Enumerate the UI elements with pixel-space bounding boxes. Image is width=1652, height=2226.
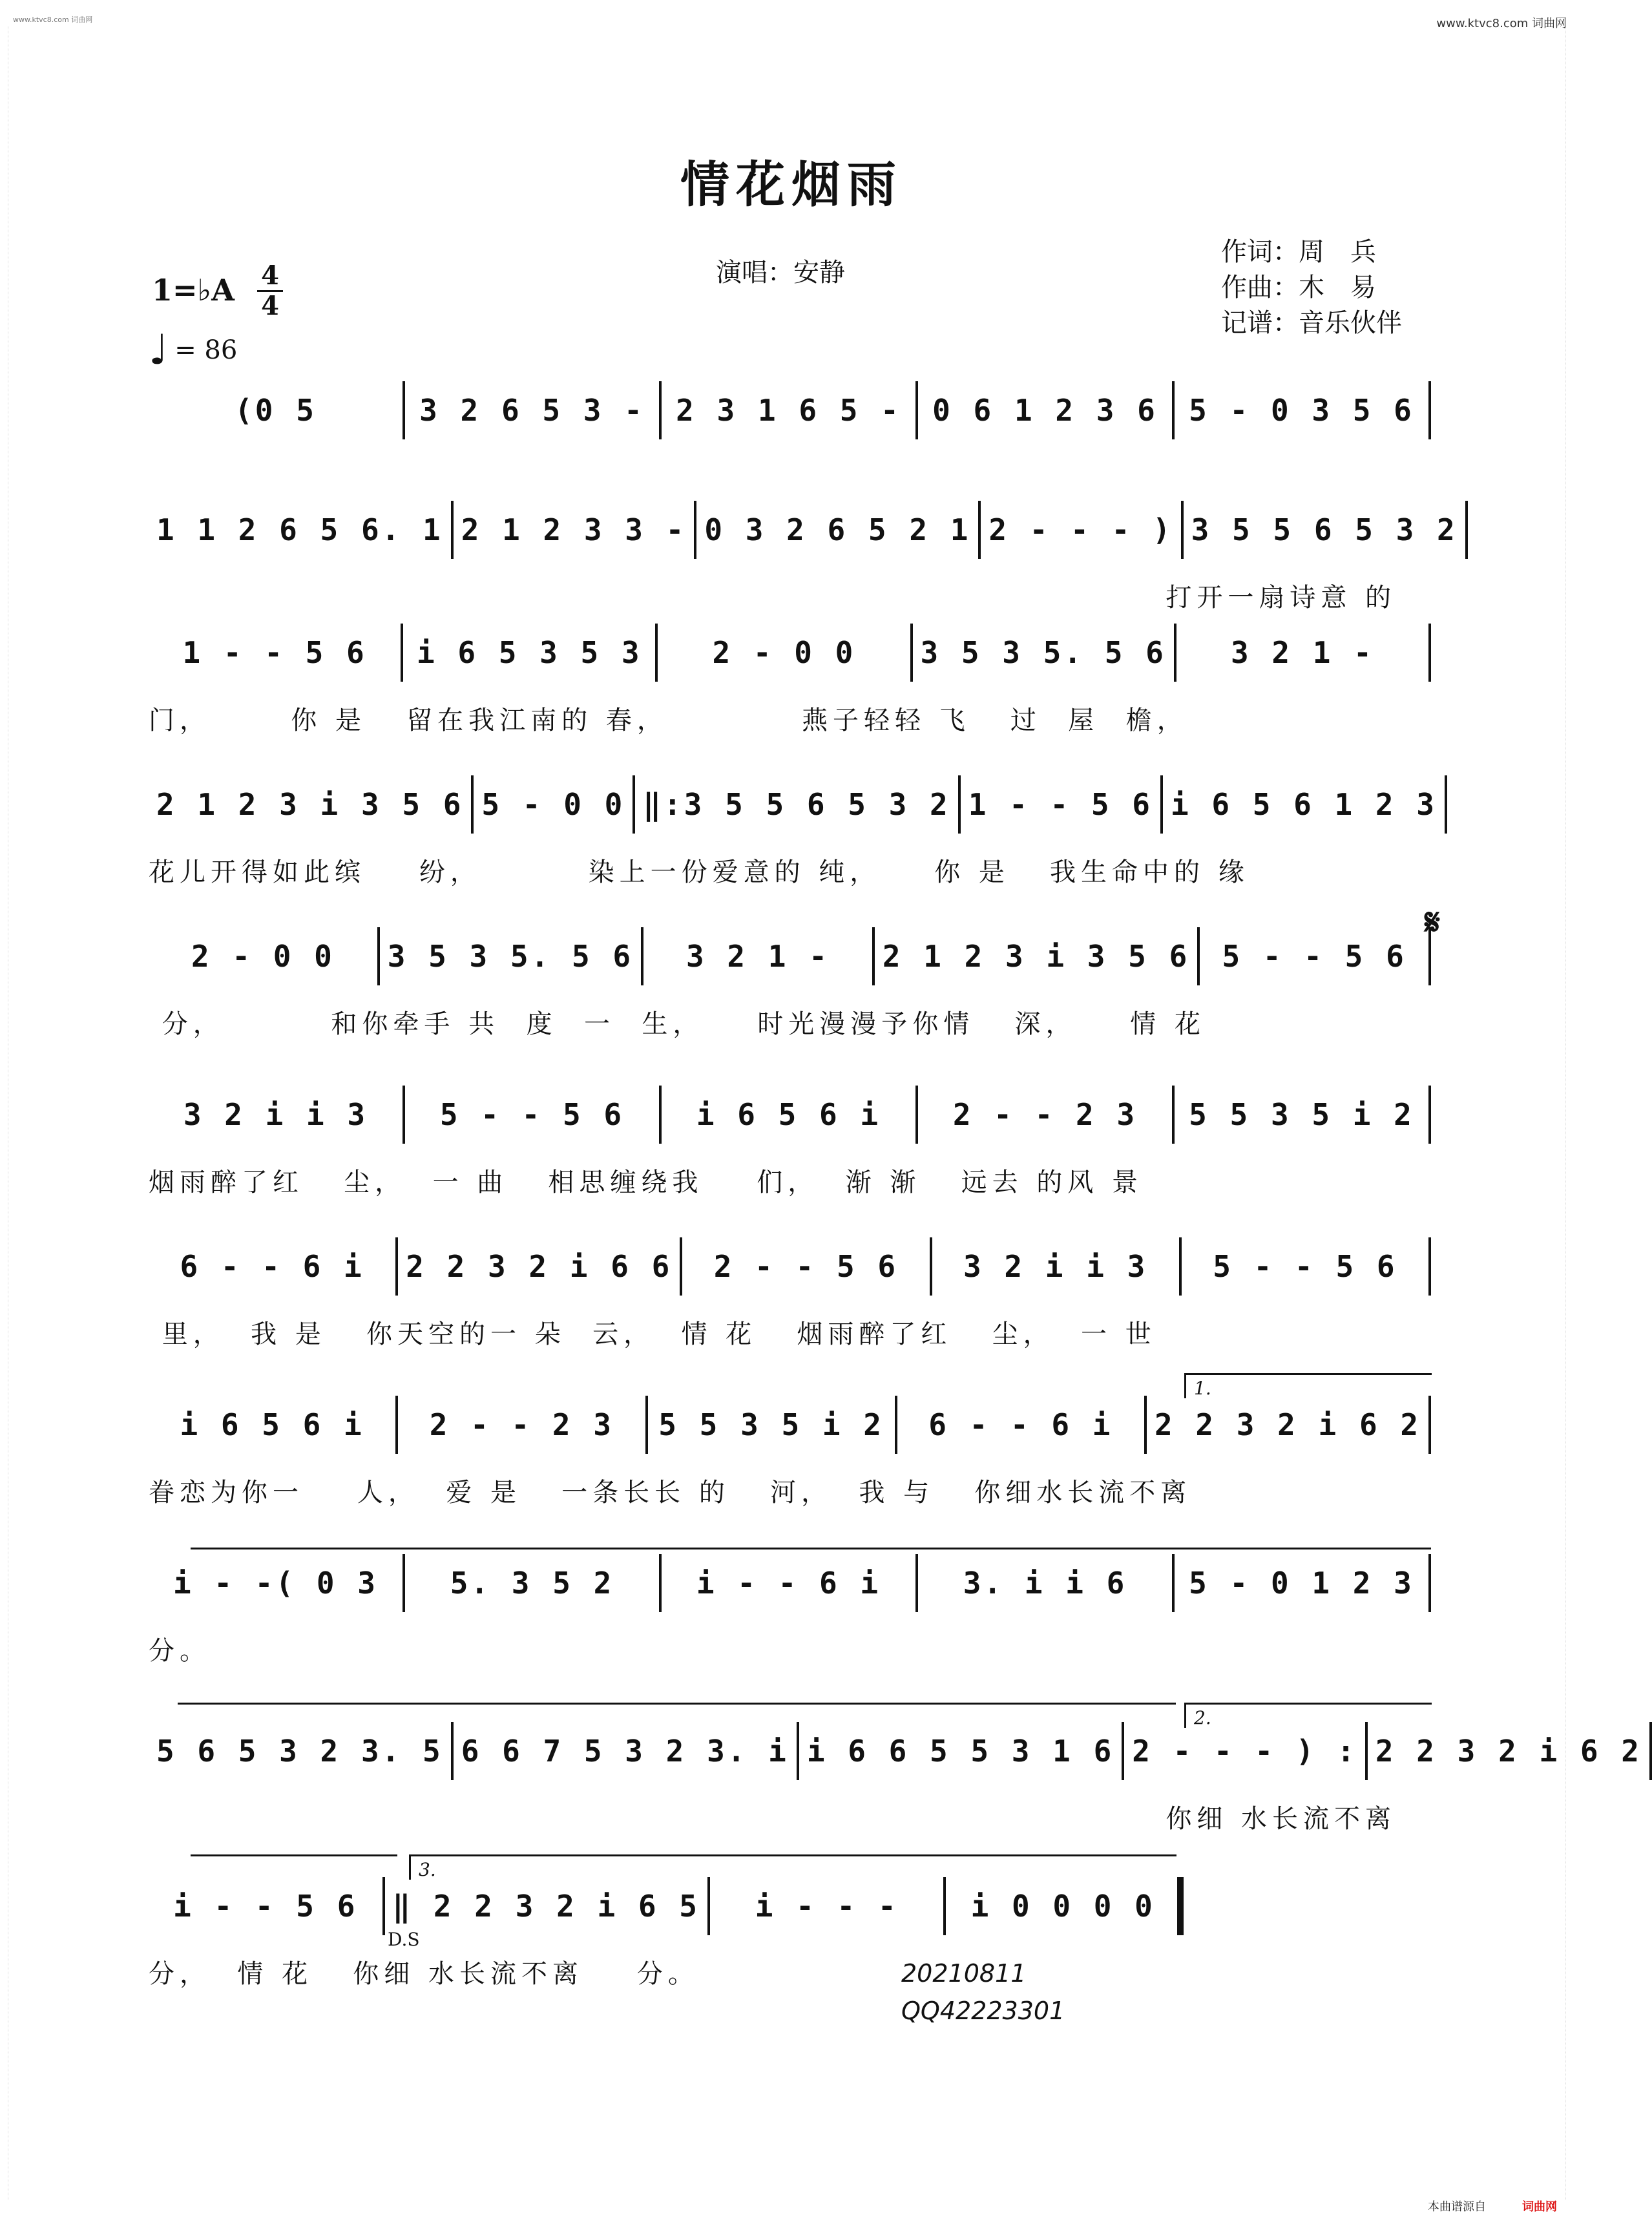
transcriber-qq: QQ42223301 <box>901 1997 1065 2025</box>
measure: 6 6 7 5 3 2 3. i <box>451 1722 797 1780</box>
measure: 5 6 5 3 2 3. 5 <box>156 1734 443 1769</box>
footer-source-label: 本曲谱源自 <box>1428 2200 1486 2214</box>
segno-icon: 𝄋 <box>1425 901 1441 943</box>
site-label-left: www.ktvc8.com 词曲网 <box>13 16 93 24</box>
measure-row <box>149 1877 1182 1948</box>
measure-row <box>149 624 1431 695</box>
quarter-note-icon: ♩ <box>149 326 169 374</box>
measure: 2 - - - ) : <box>1122 1722 1365 1780</box>
tempo-value: = 86 <box>174 335 238 365</box>
measure-row <box>149 1554 1431 1625</box>
measure-row <box>149 1086 1431 1157</box>
measure: 3 2 i i 3 <box>183 1097 368 1132</box>
measure: 2 3 1 6 5 - <box>659 381 915 439</box>
measure: 2 - 0 0 <box>655 624 910 682</box>
lyric-line: 花儿开得如此缤 纷， 染上一份爱意的 纯， 你 是 我生命中的 缘 <box>149 857 1249 887</box>
ds-mark: D.S <box>388 1929 420 1950</box>
score-system <box>149 1877 1182 2006</box>
score-system <box>149 1086 1431 1215</box>
measure: 3 2 1 - <box>1174 624 1431 682</box>
measure: 1 - - 5 6 <box>958 775 1160 834</box>
measure: 2 1 2 3 i 3 5 6 <box>872 927 1197 985</box>
measure: 2 2 3 2 i 6 6 <box>395 1237 680 1296</box>
measure: i 6 6 5 5 3 1 6 <box>797 1722 1122 1780</box>
measure: i 0 0 0 0 <box>943 1877 1182 1935</box>
repeat-span-line-2 <box>178 1703 1176 1705</box>
lyric-line: 门， 你 是 留在我江南的 春， 燕子轻轻 飞 过 屋 檐， <box>149 706 1188 735</box>
measure: 2 - - 5 6 <box>680 1237 929 1296</box>
score-system <box>149 927 1431 1056</box>
measure-row <box>149 775 1437 846</box>
measure: i - -( 0 3 <box>173 1566 378 1601</box>
lyric-line: 分。 <box>149 1636 211 1666</box>
measure: 2 - - 2 3 <box>915 1086 1172 1144</box>
measure: 2 1 2 3 3 - <box>451 501 695 559</box>
measure: 2 2 3 2 i 6 2 <box>1144 1396 1431 1454</box>
measure: 5 - 0 1 2 3 <box>1172 1554 1431 1612</box>
measure: i 6 5 3 5 3 <box>401 624 655 682</box>
lyricist-credit: 作词：周 兵 <box>1221 237 1376 267</box>
side-watermark-right <box>1565 26 1575 2200</box>
score-system <box>149 1396 1431 1525</box>
measure: 6 - - 6 i <box>180 1249 364 1284</box>
measure: ‖ 2 2 3 2 i 6 5 <box>382 1877 707 1935</box>
song-title: 情花烟雨 <box>680 156 903 213</box>
score-system <box>149 1554 1431 1683</box>
tempo-marking <box>149 326 238 374</box>
meter-bottom: 4 <box>261 291 279 321</box>
measure: 1 - - 5 6 <box>182 635 367 670</box>
footer-site-link[interactable]: 词曲网 <box>1522 2200 1557 2214</box>
measure: i - - - <box>707 1877 944 1935</box>
lyric-line: 眷恋为你一 人， 爱 是 一条长长 的 河， 我 与 你细水长流不离 <box>149 1478 1192 1507</box>
measure-row <box>149 927 1431 998</box>
measure: 0 3 2 6 5 2 1 <box>694 501 978 559</box>
measure: i - - 6 i <box>659 1554 915 1612</box>
repeat-span-line-3 <box>191 1854 397 1856</box>
volta-2-bracket: 2. <box>1184 1703 1432 1728</box>
measure: 2 - - - ) <box>978 501 1180 559</box>
measure: 5 5 3 5 i 2 <box>645 1396 895 1454</box>
measure: i 6 5 6 1 2 3 <box>1160 775 1447 834</box>
lyric-line: 烟雨醉了红 尘， 一 曲 相思缠绕我 们， 渐 渐 远去 的风 景 <box>149 1168 1144 1197</box>
measure-row <box>149 501 1458 572</box>
measure: 3 2 i i 3 <box>930 1237 1179 1296</box>
composer-credit: 作曲：木 易 <box>1221 273 1376 302</box>
repeat-span-line <box>191 1548 1431 1549</box>
measure: 3 2 6 5 3 - <box>403 381 659 439</box>
side-watermark-left <box>8 26 17 2200</box>
measure: 5 5 3 5 i 2 <box>1172 1086 1431 1144</box>
score-system <box>149 1722 1642 1851</box>
measure: 1 1 2 6 5 6. 1 <box>156 512 443 547</box>
measure-row <box>149 1722 1642 1793</box>
measure: 2 1 2 3 i 3 5 6 <box>156 787 464 822</box>
singer-credit: 演唱：安静 <box>716 258 845 288</box>
measure: 3 2 1 - <box>641 927 872 985</box>
measure: 5 - 0 0 <box>471 775 633 834</box>
measure-row <box>149 1396 1431 1467</box>
measure: 5 - - 5 6 <box>1179 1237 1431 1296</box>
measure: 3. i i 6 <box>915 1554 1172 1612</box>
transcription-date: 20210811 <box>901 1959 1027 1988</box>
lyric-line: 分， 情 花 你细 水长流不离 分。 <box>149 1959 699 1989</box>
measure: 3 5 5 6 5 3 2 <box>1181 501 1468 559</box>
volta-1-bracket: 1. <box>1184 1373 1432 1398</box>
lyric-line: 里， 我 是 你天空的一 朵 云， 情 花 烟雨醉了红 尘， 一 世 <box>149 1319 1156 1349</box>
measure: 6 - - 6 i <box>895 1396 1144 1454</box>
volta-3-bracket: 3. <box>409 1854 1176 1880</box>
measure: 3 5 3 5. 5 6 <box>910 624 1174 682</box>
measure: 5 - - 5 6 <box>1197 927 1431 985</box>
measure: 2 - 0 0 <box>191 939 335 974</box>
measure: i - - 5 6 <box>173 1889 358 1924</box>
meter-top: 4 <box>261 260 279 291</box>
score-system <box>149 381 1431 510</box>
final-barline <box>1177 1877 1184 1935</box>
score-system <box>149 1237 1431 1367</box>
measure: 0 6 1 2 3 6 <box>915 381 1172 439</box>
measure: 5 - 0 3 5 6 <box>1172 381 1431 439</box>
lyric-line: 打开一扇诗意 的 <box>149 583 1397 613</box>
measure: 5. 3 5 2 <box>403 1554 659 1612</box>
measure: (0 5 <box>235 393 317 428</box>
transcriber-credit: 记谱：音乐伙伴 <box>1221 308 1402 338</box>
measure-row <box>149 381 1431 452</box>
measure: 2 2 3 2 i 6 2 <box>1365 1722 1652 1780</box>
measure: i 6 5 6 i <box>180 1407 364 1442</box>
measure: 2 - - 2 3 <box>395 1396 645 1454</box>
score-system <box>149 775 1437 905</box>
measure-row <box>149 1237 1431 1308</box>
key-signature: 1=♭A <box>152 273 235 308</box>
measure: i 6 5 6 i <box>659 1086 915 1144</box>
lyric-line: 你细 水长流不离 <box>149 1804 1397 1834</box>
lyric-line: 分， 和你牵手 共 度 一 生， 时光漫漫予你情 深， 情 花 <box>149 1009 1206 1039</box>
score-system <box>149 501 1458 630</box>
score-system <box>149 624 1431 753</box>
time-signature <box>257 262 283 320</box>
measure: 3 5 3 5. 5 6 <box>377 927 641 985</box>
site-label-right[interactable]: www.ktvc8.com 词曲网 <box>1436 17 1567 30</box>
measure: 5 - - 5 6 <box>403 1086 659 1144</box>
measure: ‖:3 5 5 6 5 3 2 <box>633 775 957 834</box>
